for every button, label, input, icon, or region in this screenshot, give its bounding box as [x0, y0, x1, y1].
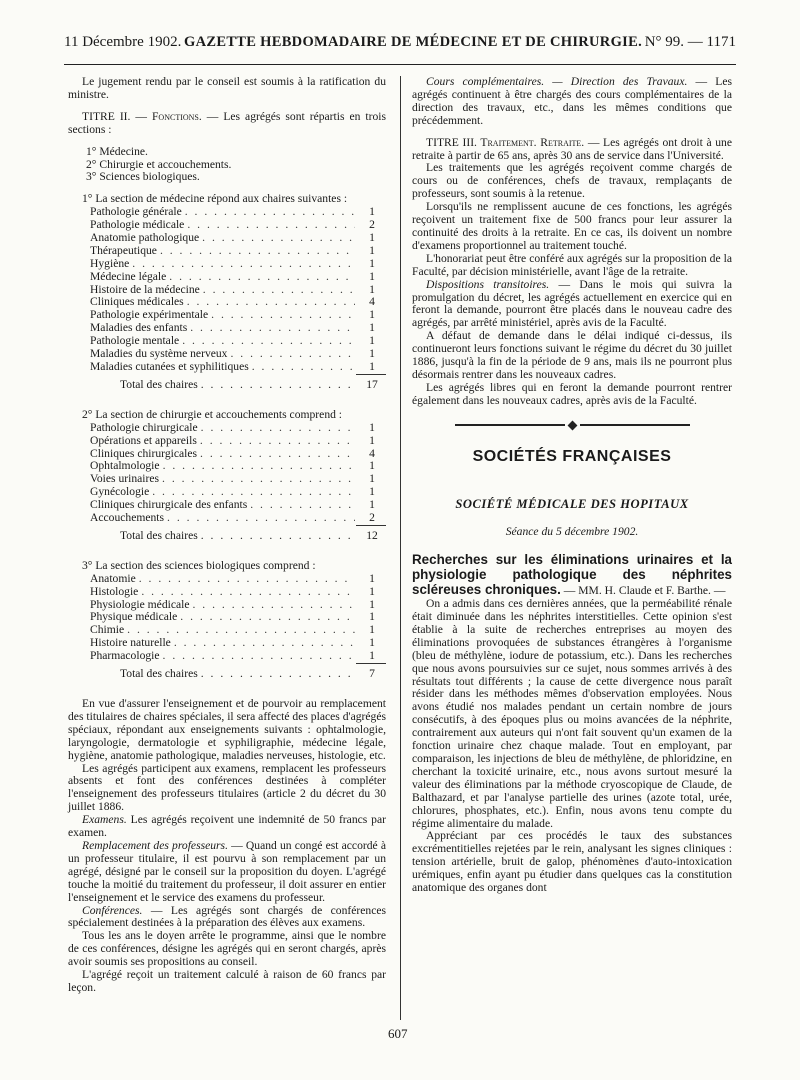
chair-count: 1 — [369, 498, 375, 512]
chair-label: Histoire naturelle — [90, 636, 171, 650]
cours-heading: Cours complémentaires. — Direction des Travaux. — [426, 75, 688, 88]
chirurgie-chairs-table — [68, 422, 386, 525]
chair-count: 1 — [369, 584, 375, 598]
paragraph-cours — [412, 76, 732, 128]
chair-label: Maladies des enfants — [90, 321, 188, 335]
chair-row — [90, 611, 386, 624]
total-label: Total des chaires — [120, 528, 198, 542]
chair-count: 1 — [369, 256, 375, 270]
article-title: Recherches sur les éliminations urinaires et la physiologie pathologique des néphrites scléreuses chroniques. — [412, 552, 732, 598]
chair-count: 1 — [369, 308, 375, 322]
leader-dots — [190, 322, 355, 335]
chair-count: 1 — [369, 623, 375, 637]
chair-count: 2 — [369, 510, 375, 524]
leader-dots — [160, 245, 355, 258]
chair-label: Thérapeutique — [90, 243, 157, 257]
chair-label: Anatomie pathologique — [90, 231, 200, 245]
chair-row — [90, 650, 386, 663]
paragraph-ratification: Le jugement rendu par le conseil est soumis à la ratification du ministre. — [68, 75, 386, 101]
total-value: 17 — [366, 377, 378, 391]
chair-count: 1 — [369, 571, 375, 585]
total-rule — [356, 525, 386, 526]
titre-3-heading: TITRE III. Traitement. Retraite. — [426, 135, 585, 149]
leader-dots — [187, 219, 355, 232]
leader-dots — [132, 258, 355, 271]
leader-dots — [193, 599, 356, 612]
titre-3 — [412, 137, 732, 163]
journal-title: GAZETTE HEBDOMADAIRE DE MÉDECINE ET DE CHIRURGIE. — [184, 34, 642, 50]
titre-2-heading: TITRE II. — Fonctions. — [82, 109, 202, 123]
page-header — [64, 34, 736, 65]
paragraph-honorariat: L'honorariat peut être conféré aux agrégés sur la proposition de la Faculté, par décision ministérielle, avant l'âge de la retraite. — [412, 251, 732, 278]
chair-count: 1 — [369, 459, 375, 473]
medecine-chairs-table — [68, 206, 386, 374]
biologie-intro: 3° La section des sciences biologiques comprend : — [82, 558, 316, 572]
chair-label: Cliniques chirurgicales — [90, 446, 198, 460]
chair-row — [90, 435, 386, 448]
titre-2-text: — Les agrégés sont répartis en trois sections : — [68, 109, 386, 136]
chair-label: Pathologie médicale — [90, 218, 185, 232]
chirurgie-intro: 2° La section de chirurgie et accouchements comprend : — [82, 407, 343, 421]
chair-count: 1 — [369, 205, 375, 219]
leader-dots — [187, 296, 355, 309]
chair-label: Cliniques chirurgicale des enfants — [90, 498, 248, 512]
chair-count: 1 — [369, 243, 375, 257]
leader-dots — [200, 435, 355, 448]
chair-label: Histoire de la médecine — [90, 282, 200, 296]
chair-count: 1 — [369, 610, 375, 624]
paragraph-traitement-fixe: Lorsqu'ils ne remplissent aucune de ces fonctions, les agrégés reçoivent un traitement fixe de 500 francs pour leur assurer la continuité des droits à la retraite. En ce cas, ils doivent un nombre d'examens proportionnel au traitement touché. — [412, 200, 732, 252]
total-label: Total des chaires — [120, 377, 198, 391]
chair-count: 4 — [369, 446, 375, 460]
chair-label: Physiologie médicale — [90, 597, 190, 611]
chair-row — [90, 512, 386, 525]
paragraph-defaut: A défaut de demande dans le délai indiqué ci-dessus, ils continueront leurs fonctions suivant le régime du décret du 30 juillet 1886, jusqu'à la fin de la période de 9 ans, mais ils ne pourront plus désormais rentrer dans les nouveaux cadres. — [412, 329, 732, 381]
chirurgie-total-row — [68, 530, 386, 546]
leader-dots — [252, 361, 355, 374]
chair-label: Hygiène — [90, 256, 130, 270]
chair-label: Opérations et appareils — [90, 433, 197, 447]
chair-row — [90, 348, 386, 361]
chair-count: 1 — [369, 649, 375, 663]
chair-row — [90, 258, 386, 271]
chair-count: 1 — [369, 359, 375, 373]
examens-heading: Examens. — [82, 813, 127, 827]
leader-dots — [162, 473, 355, 486]
leader-dots — [250, 499, 355, 512]
chair-count: 1 — [369, 636, 375, 650]
paragraph-examens-participation: Les agrégés participent aux examens, remplacent les professeurs absents et font des conférences destinées à compléter l'enseignement des professeurs titulaires (article 2 du décret du 30 juillet 1886. — [68, 761, 386, 814]
leader-dots — [202, 232, 355, 245]
leader-dots — [203, 284, 355, 297]
header-date: 11 Décembre 1902. — [64, 34, 182, 50]
total-rule — [356, 374, 386, 375]
chair-label: Voies urinaires — [90, 472, 160, 486]
chair-row — [90, 573, 386, 586]
session-date: Séance du 5 décembre 1902. — [505, 525, 639, 539]
leader-dots — [163, 650, 355, 663]
examens-text: Les agrégés reçoivent une indemnité de 50 francs par examen. — [68, 813, 386, 840]
chair-count: 2 — [369, 218, 375, 232]
leader-dots — [167, 512, 355, 525]
conferences-heading: Conférences. — [82, 903, 143, 917]
chair-label: Maladies cutanées et syphilitiques — [90, 359, 249, 373]
paragraph-conferences — [68, 905, 386, 931]
remplacement-text: — Quand un congé est accordé à un professeur titulaire, il est pourvu à son remplacement par un agrégé, désigné par le conseil sur la proposition du doyen. L'agrégé touche la moitié du traitement du professeur, il doit assurer en entier l'enseignement et le service des examens du professeur. — [68, 838, 386, 904]
chair-row — [90, 245, 386, 258]
chair-count: 1 — [369, 433, 375, 447]
biologie-total-row — [68, 668, 386, 684]
chair-label: Pharmacologie — [90, 649, 160, 663]
chair-label: Pathologie générale — [90, 205, 182, 219]
section-item: 1° Médecine. — [86, 144, 148, 158]
section-item: 2° Chirurgie et accouchements. — [86, 157, 232, 171]
chair-label: Pathologie mentale — [90, 334, 180, 348]
chair-count: 1 — [369, 282, 375, 296]
chair-label: Gynécologie — [90, 485, 150, 499]
paragraph-programme: Tous les ans le doyen arrête le programme, ainsi que le nombre de ces conférences, désigne les agrégés qui en seront chargés, après avoir soumis ses propositions au conseil. — [68, 929, 386, 969]
section-title: SOCIÉTÉS FRANÇAISES — [472, 447, 672, 465]
chair-count: 1 — [369, 347, 375, 361]
left-column — [68, 76, 386, 995]
chair-label: Chimie — [90, 623, 125, 637]
chair-label: Ophtalmologie — [90, 459, 160, 473]
chair-count: 1 — [369, 321, 375, 335]
leader-dots — [230, 348, 355, 361]
medecine-intro: 1° La section de médecine répond aux chaires suivantes : — [82, 192, 348, 206]
article-heading — [412, 553, 732, 598]
leader-dots — [201, 422, 355, 435]
right-column — [412, 76, 732, 895]
total-value: 7 — [369, 667, 375, 680]
article-authors: — MM. H. Claude et F. Barthe. — — [560, 584, 726, 598]
chair-label: Histologie — [90, 584, 139, 598]
medecine-total-row — [68, 379, 386, 395]
chair-label: Médecine légale — [90, 269, 167, 283]
chair-label: Physique médicale — [90, 610, 178, 624]
chair-row — [90, 422, 386, 435]
leader-dots — [174, 637, 355, 650]
leader-dots — [200, 448, 355, 461]
paragraph-agreges-speciaux: En vue d'assurer l'enseignement et de pourvoir au remplacement des titulaires de chaires spéciales, il sera affecté des places d'agrégés spéciaux, répondant aux enseignements suivants : ophtalmologie, laryngologie, dermatologie et syphiligraphie, médecine légale, hygiène, anatomie pathologique, maladies nerveuses, histologie, etc. — [68, 697, 386, 762]
paragraph-traitement-lecon: L'agrégé reçoit un traitement calculé à raison de 60 francs par leçon. — [68, 968, 386, 994]
chair-count: 1 — [369, 472, 375, 486]
leader-dots — [211, 309, 355, 322]
chair-count: 1 — [369, 420, 375, 434]
chair-row — [90, 232, 386, 245]
page-number: 607 — [388, 1026, 408, 1041]
titre-3-text: — Les agrégés ont droit à une retraite à partir de 65 ans, après 30 ans de service dans l'Université. — [412, 135, 732, 162]
chair-count: 4 — [369, 295, 375, 309]
issue-number: N° 99. — 1171 — [644, 34, 736, 50]
leader-dots — [180, 611, 355, 624]
leader-dots — [139, 573, 355, 586]
chair-label: Pathologie chirurgicale — [90, 420, 198, 434]
total-rule — [356, 663, 386, 664]
chair-label: Cliniques médicales — [90, 295, 184, 309]
chair-row — [90, 271, 386, 284]
paragraph-remplacement — [68, 840, 386, 905]
chair-count: 1 — [369, 334, 375, 348]
article-paragraph-1: On a admis dans ces dernières années, que la perméabilité rénale était diminuée dans les néphrites interstitielles. Cette opinion s'est établie à la suite de recherches entreprises au moyen des éliminations provoquées de substances étrangères à l'organisme (bleu de méthylène, iodure de potassium, etc.). Dans les recherches que nous avons poursuivies sur ce sujet, nous sommes arrivés à des résultats tout différents ; la cause de cette divergence nous paraît résider dans les méthodes mêmes d'observation employées. Nous avons étudié nos malades pendant un certain nombre de jours consécutifs, à des époques plus ou moins avancées de la néphrite, contrairement aux auteurs qui n'ont fait souvent qu'un examen de la fonction urinaire chez chaque malade. Tout en employant, par comparaison, les injections de bleu de méthylène, de phloridzine, en cherchant la toxicité urinaire, etc., nous avons surtout mesuré la valeur des éliminations par la méthode cryoscopique de Claude, de Balthazard, et par l'analyse partielle des urines (azote total, urée, chlorures, phosphates, etc.). Enfin, nous avons tenu compte du régime alimentaire du malade. — [412, 597, 732, 830]
chair-label: Maladies du système nerveux — [90, 347, 228, 361]
chair-count: 1 — [369, 269, 375, 283]
section-ornament — [412, 422, 732, 429]
column-divider — [400, 76, 401, 1020]
article-paragraph-2: Appréciant par ces procédés le taux des substances excrémentitielles rejetées par le rein, analysant les signes cliniques : tension artérielle, bruit de galop, phénomènes d'auto-intoxication urémiques, enfin ayant pu étudier dans quelques cas la constitution anatomique des organes dont — [412, 829, 732, 895]
section-item: 3° Sciences biologiques. — [86, 170, 200, 184]
chair-count: 1 — [369, 485, 375, 499]
leader-dots — [163, 460, 355, 473]
chair-label: Anatomie — [90, 571, 136, 585]
sections-list — [68, 146, 386, 185]
conferences-text: — Les agrégés sont chargés de conférences spécialement destinées à la préparation des élèves aux examens. — [68, 903, 386, 930]
chair-count: 1 — [369, 231, 375, 245]
cours-text: — Les agrégés continuent à être chargés des cours complémentaires de la direction des travaux, etc., dans les mêmes conditions que précédemment. — [412, 75, 732, 127]
biologie-chairs-table — [68, 573, 386, 663]
remplacement-heading: Remplacement des professeurs. — [82, 838, 228, 852]
leader-dots — [185, 206, 355, 219]
leader-dots — [169, 271, 355, 284]
diamond-ornament-icon — [567, 420, 577, 430]
dispositions-text: — Dans le mois qui suivra la promulgation du décret, les agrégés actuellement en exercice qui en feront la demande, pourront être placés dans le nouveau cadre des agrégés, par arrêté ministériel, après avis de la Faculté. — [412, 277, 732, 330]
chair-row — [90, 586, 386, 599]
paragraph-agreges-libres: Les agrégés libres qui en feront la demande pourront rentrer également dans les nouveaux cadres, après avis de la Faculté. — [412, 380, 732, 407]
titre-2 — [68, 111, 386, 137]
total-value: 12 — [366, 528, 378, 542]
chair-count: 1 — [369, 597, 375, 611]
paragraph-dispositions — [412, 279, 732, 331]
dispositions-heading: Dispositions transitoires. — [426, 277, 550, 291]
total-label: Total des chaires — [120, 667, 198, 680]
paragraph-traitements: Les traitements que les agrégés reçoivent comme chargés de cours ou de conférences, chefs de travaux, remplaçants de professeurs, sont soumis à la retenue. — [412, 161, 732, 201]
chair-label: Pathologie expérimentale — [90, 308, 209, 322]
leader-dots — [141, 586, 355, 599]
chair-row — [90, 361, 386, 374]
society-name: SOCIÉTÉ MÉDICALE DES HOPITAUX — [455, 496, 689, 511]
paragraph-examens — [68, 814, 386, 840]
chair-label: Accouchements — [90, 510, 165, 524]
